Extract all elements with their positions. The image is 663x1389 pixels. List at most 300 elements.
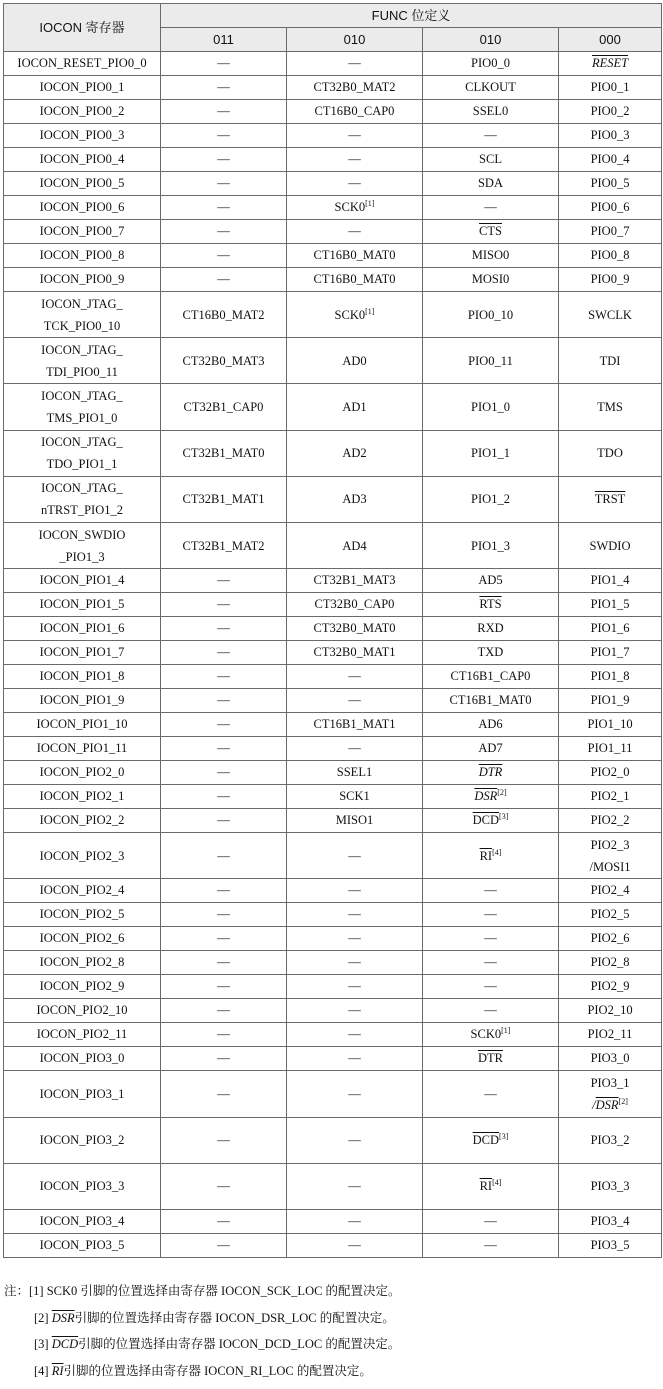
footnote-prefix: [4]: [34, 1363, 52, 1378]
table-row: [4, 809, 662, 833]
func-value-cell: [559, 665, 662, 689]
func-value: $\overline{CTS}$: [479, 224, 502, 238]
func-code-header: 010: [423, 28, 559, 52]
func-value-cell: [161, 617, 287, 641]
register-name-line: nTRST_PIO1_2: [41, 503, 123, 518]
func-value: —: [217, 597, 230, 612]
register-name-line: IOCON_PIO1_10: [36, 717, 128, 732]
func-value: PIO2_1: [590, 789, 630, 804]
func-value: $\overline{RI}$: [479, 848, 493, 863]
func-value-cell: [559, 809, 662, 833]
func-value-cell: [161, 569, 287, 593]
func-value: SWCLK: [588, 307, 632, 322]
func-value-cell: [287, 689, 423, 713]
func-value: —: [348, 1086, 361, 1101]
func-value-cell: [161, 1209, 287, 1233]
func-value: PIO1_1: [471, 446, 510, 461]
register-name-cell: [4, 1209, 161, 1233]
func-value-signal: $\overline{DSR}$: [595, 1097, 619, 1112]
table-row: [4, 1233, 662, 1257]
func-value-cell: [161, 951, 287, 975]
func-value-cell: [423, 833, 559, 879]
func-value: —: [217, 56, 230, 70]
func-value: —: [217, 765, 230, 780]
func-value-cell: [423, 292, 559, 338]
func-value-cell: [161, 1233, 287, 1257]
table-row: [4, 430, 662, 476]
footnote-ref: [4]: [492, 847, 502, 857]
register-name-cell: [4, 809, 161, 833]
func-value: —: [217, 1086, 230, 1101]
func-value-cell: [423, 1117, 559, 1163]
func-value-cell: [287, 879, 423, 903]
func-value: CT16B0_CAP0: [314, 104, 395, 118]
func-value: —: [217, 883, 230, 898]
register-name-line: IOCON_SWDIO: [38, 527, 126, 542]
func-value: —: [348, 56, 361, 70]
func-value-cell: [559, 1047, 662, 1071]
func-value-cell: [423, 975, 559, 999]
table-row: [4, 903, 662, 927]
func-value: —: [217, 1027, 230, 1042]
register-name-line: IOCON_PIO3_1: [39, 1086, 125, 1101]
func-value: —: [348, 1179, 361, 1194]
table-row: [4, 641, 662, 665]
func-value-cell: [161, 1023, 287, 1047]
register-name-line: IOCON_PIO2_0: [39, 765, 125, 780]
table-row: [4, 665, 662, 689]
func-value: SDA: [477, 176, 503, 190]
func-value-cell: [287, 999, 423, 1023]
func-value-cell: [287, 76, 423, 100]
func-value: —: [348, 224, 361, 238]
table-row: [4, 593, 662, 617]
register-name-cell: [4, 833, 161, 879]
table-row: [4, 196, 662, 220]
table-row: [4, 52, 662, 76]
func-value: CT16B1_MAT1: [313, 717, 396, 732]
func-value: CT32B0_MAT3: [182, 353, 265, 368]
func-value: PIO1_2: [471, 492, 510, 507]
func-value: PIO2_0: [590, 765, 630, 780]
func-value: —: [348, 979, 361, 994]
register-name-line: IOCON_PIO1_7: [39, 645, 125, 660]
table-row: [4, 1071, 662, 1117]
iocon-func-table: [3, 3, 662, 1258]
func-value-cell: [423, 430, 559, 476]
table-row: [4, 172, 662, 196]
func-value: CT32B1_MAT0: [182, 446, 265, 461]
func-value: PIO3_2: [590, 1133, 630, 1148]
footnote-prefix: 注：[1] SCK0: [4, 1284, 78, 1298]
func-value-cell: [287, 522, 423, 568]
func-value-cell: [161, 384, 287, 430]
footnote-text: 引脚的位置选择由寄存器 IOCON_RI_LOC 的配置决定。: [63, 1363, 372, 1378]
table-row: [4, 999, 662, 1023]
register-name-line: IOCON_PIO3_2: [39, 1133, 125, 1148]
register-name-cell: [4, 1047, 161, 1071]
func-value-cell: [161, 76, 287, 100]
func-value-cell: [161, 975, 287, 999]
func-value-cell: [423, 52, 559, 76]
func-value: —: [217, 200, 230, 214]
func-value-cell: [559, 833, 662, 879]
func-value: SCK0: [334, 200, 366, 214]
table-row: [4, 761, 662, 785]
func-value: $\overline{DCD}$: [472, 813, 500, 828]
func-value-cell: [423, 665, 559, 689]
register-name-cell: [4, 1163, 161, 1209]
register-name-line: TDI_PIO0_11: [46, 364, 118, 379]
func-value-cell: [161, 879, 287, 903]
func-value-cell: [423, 737, 559, 761]
register-name-cell: [4, 148, 161, 172]
func-value: CT16B1_MAT0: [449, 693, 532, 708]
func-value: —: [348, 1213, 361, 1228]
func-value: PIO0_5: [590, 176, 630, 190]
register-name-line: _PIO1_3: [59, 549, 105, 564]
register-name-line: IOCON_PIO1_11: [36, 741, 128, 756]
func-value: SWDIO: [589, 538, 631, 553]
func-value-cell: [423, 903, 559, 927]
func-value-cell: [423, 1071, 559, 1117]
func-value: PIO2_6: [590, 931, 630, 946]
func-value-cell: [287, 665, 423, 689]
func-value: PIO0_4: [590, 152, 630, 166]
register-name-line: IOCON_RESET_PIO0_0: [17, 56, 147, 70]
register-name-cell: [4, 100, 161, 124]
func-value-cell: [161, 522, 287, 568]
func-value-cell: [559, 148, 662, 172]
func-value: —: [217, 693, 230, 708]
func-value-line: /MOSI1: [589, 859, 631, 874]
func-value: AD2: [342, 446, 367, 461]
register-name-line: IOCON_PIO0_4: [39, 152, 125, 166]
register-name-cell: [4, 268, 161, 292]
func-value: —: [348, 1133, 361, 1148]
func-value: —: [217, 80, 230, 94]
register-name-cell: [4, 569, 161, 593]
func-value-cell: [423, 1209, 559, 1233]
func-value-cell: [559, 999, 662, 1023]
register-name-line: IOCON_PIO2_1: [39, 789, 125, 804]
func-value: RXD: [477, 621, 504, 636]
table-row: [4, 1163, 662, 1209]
func-value: —: [217, 789, 230, 804]
func-value: AD6: [478, 717, 503, 732]
register-name-cell: [4, 52, 161, 76]
func-value: PIO2_11: [587, 1027, 633, 1042]
func-value: —: [348, 128, 361, 142]
func-value: CLKOUT: [465, 80, 516, 94]
register-name-line: IOCON_PIO0_9: [39, 272, 125, 286]
func-value: CT16B0_MAT0: [313, 272, 396, 286]
footnote-ref: [1]: [501, 1026, 511, 1036]
table-row: [4, 268, 662, 292]
register-name-cell: [4, 244, 161, 268]
func-value: PIO0_7: [590, 224, 630, 238]
func-value-cell: [287, 1047, 423, 1071]
func-value: —: [217, 224, 230, 238]
register-name-line: IOCON_PIO0_5: [39, 176, 125, 190]
func-value: —: [217, 669, 230, 684]
register-name-line: IOCON_PIO2_11: [36, 1027, 128, 1042]
func-value: $\overline{DCD}$: [472, 1133, 500, 1148]
func-value: —: [348, 907, 361, 922]
func-value: PIO1_8: [590, 669, 630, 684]
func-value: AD7: [478, 741, 503, 756]
footnote-text: 引脚的位置选择由寄存器 IOCON_DSR_LOC 的配置决定。: [74, 1310, 395, 1325]
footnote-text: 引脚的位置选择由寄存器 IOCON_DCD_LOC 的配置决定。: [78, 1337, 401, 1351]
func-value-cell: [161, 1047, 287, 1071]
func-value: PIO2_4: [590, 883, 630, 898]
func-value-cell: [559, 196, 662, 220]
register-name-cell: [4, 617, 161, 641]
func-value-cell: [559, 761, 662, 785]
func-value: PIO1_3: [471, 538, 510, 553]
func-value: CT16B0_MAT2: [182, 307, 265, 322]
func-value: —: [484, 883, 497, 898]
func-value-cell: [559, 124, 662, 148]
func-value: AD5: [478, 573, 503, 588]
footnote: [4, 1278, 659, 1305]
table-row: [4, 569, 662, 593]
func-value: —: [484, 1086, 497, 1101]
func-value: TDI: [599, 353, 621, 368]
func-value-cell: [559, 617, 662, 641]
func-value: —: [217, 848, 230, 863]
func-value-cell: [287, 244, 423, 268]
func-value: CT32B1_MAT2: [182, 538, 265, 553]
func-value: MISO1: [335, 813, 374, 828]
func-value-cell: [423, 689, 559, 713]
func-value-cell: [559, 927, 662, 951]
func-value: PIO3_4: [590, 1213, 630, 1228]
func-value: SCL: [479, 152, 502, 166]
func-value-cell: [287, 737, 423, 761]
func-value: TMS: [597, 399, 623, 414]
func-value-cell: [287, 220, 423, 244]
register-name-cell: [4, 196, 161, 220]
table-row: [4, 100, 662, 124]
func-value: —: [217, 1237, 230, 1252]
func-value-cell: [559, 737, 662, 761]
func-value-cell: [287, 951, 423, 975]
func-value: MISO0: [471, 248, 510, 262]
func-value-line: PIO2_3: [590, 837, 630, 852]
func-value-cell: [559, 268, 662, 292]
footnote-ref: [1]: [365, 199, 375, 208]
register-name-cell: [4, 476, 161, 522]
func-value-cell: [287, 196, 423, 220]
func-value-cell: [287, 1023, 423, 1047]
func-value: —: [348, 152, 361, 166]
func-value: —: [348, 1051, 361, 1066]
register-name-line: IOCON_PIO1_8: [39, 669, 125, 684]
register-name-cell: [4, 220, 161, 244]
func-value: CT32B0_CAP0: [314, 597, 395, 612]
func-value-cell: [423, 522, 559, 568]
func-value: —: [217, 979, 230, 994]
func-value: AD0: [342, 353, 367, 368]
register-name-line: IOCON_PIO0_3: [39, 128, 125, 142]
register-name-cell: [4, 593, 161, 617]
register-name-cell: [4, 879, 161, 903]
table-row: [4, 927, 662, 951]
func-value-cell: [161, 124, 287, 148]
func-value-cell: [161, 476, 287, 522]
func-value: AD1: [342, 399, 367, 414]
func-value: PIO2_9: [590, 979, 630, 994]
func-value-cell: [287, 569, 423, 593]
func-value-cell: [423, 244, 559, 268]
register-name-line: IOCON_PIO2_6: [39, 931, 125, 946]
table-row: [4, 785, 662, 809]
func-value: —: [217, 152, 230, 166]
footnote-signal: $\overline{RI}$: [51, 1363, 64, 1378]
footnote-ref: [3]: [499, 1132, 509, 1142]
func-value-cell: [161, 100, 287, 124]
register-name-line: IOCON_JTAG_: [41, 388, 123, 403]
func-value-cell: [559, 975, 662, 999]
footnote-signal: $\overline{DCD}$: [51, 1337, 79, 1351]
func-value-cell: [559, 951, 662, 975]
func-value: PIO3_3: [590, 1179, 630, 1194]
func-value-cell: [287, 1209, 423, 1233]
register-name-line: IOCON_JTAG_: [41, 296, 123, 311]
func-value-cell: [161, 1163, 287, 1209]
table-row: [4, 879, 662, 903]
func-value-cell: [423, 76, 559, 100]
register-name-line: IOCON_PIO2_8: [39, 955, 125, 970]
table-row: [4, 338, 662, 384]
func-value: PIO0_1: [590, 80, 630, 94]
func-value: CT32B1_MAT3: [313, 573, 396, 588]
table-row: [4, 617, 662, 641]
func-value-cell: [287, 617, 423, 641]
func-value-cell: [161, 927, 287, 951]
func-value-cell: [559, 641, 662, 665]
func-value: $\overline{DSR}$: [474, 789, 498, 804]
table-row: [4, 220, 662, 244]
func-value-cell: [161, 785, 287, 809]
func-value-cell: [161, 1117, 287, 1163]
table-row: [4, 951, 662, 975]
footnote: [4, 1331, 659, 1358]
func-value: SCK0: [334, 307, 366, 322]
register-name-line: IOCON_PIO0_1: [39, 80, 125, 94]
func-value-cell: [559, 244, 662, 268]
func-value-cell: [559, 569, 662, 593]
func-value: PIO1_5: [590, 597, 630, 612]
func-value: CT32B1_MAT1: [182, 492, 265, 507]
register-name-line: TCK_PIO0_10: [43, 318, 121, 333]
footnotes: [4, 1278, 659, 1384]
func-value-cell: [161, 220, 287, 244]
func-value-cell: [287, 761, 423, 785]
func-value-cell: [423, 100, 559, 124]
register-name-cell: [4, 1233, 161, 1257]
func-value-cell: [161, 903, 287, 927]
func-value: $\overline{DTR}$: [478, 765, 503, 780]
func-value-cell: [287, 100, 423, 124]
register-name-cell: [4, 737, 161, 761]
register-name-cell: [4, 903, 161, 927]
func-value: —: [484, 200, 497, 214]
func-value-cell: [559, 1163, 662, 1209]
func-value-cell: [287, 172, 423, 196]
register-name-cell: [4, 338, 161, 384]
func-value-cell: [423, 1163, 559, 1209]
func-value: —: [217, 1133, 230, 1148]
func-value: —: [348, 883, 361, 898]
func-value-cell: [559, 785, 662, 809]
func-value: —: [217, 741, 230, 756]
register-name-cell: [4, 76, 161, 100]
func-value-cell: [161, 713, 287, 737]
register-name-line: IOCON_PIO2_2: [39, 813, 125, 828]
register-name-cell: [4, 785, 161, 809]
register-name-cell: [4, 665, 161, 689]
func-value: PIO1_6: [590, 621, 630, 636]
func-value-cell: [559, 713, 662, 737]
func-value: —: [217, 955, 230, 970]
register-name-cell: [4, 172, 161, 196]
func-value: PIO1_9: [590, 693, 630, 708]
register-name-line: IOCON_PIO0_6: [39, 200, 125, 214]
func-value: —: [217, 621, 230, 636]
func-code-header: 000: [559, 28, 662, 52]
func-value-cell: [559, 338, 662, 384]
func-value-cell: [287, 713, 423, 737]
func-value-cell: [287, 1233, 423, 1257]
func-value-cell: [287, 1117, 423, 1163]
func-value-cell: [423, 809, 559, 833]
func-value: —: [484, 1003, 497, 1018]
register-name-cell: [4, 927, 161, 951]
register-name-cell: [4, 761, 161, 785]
register-name-cell: [4, 430, 161, 476]
func-value-cell: [161, 268, 287, 292]
func-value-cell: [287, 430, 423, 476]
func-value: PIO0_3: [590, 128, 630, 142]
func-value: —: [217, 272, 230, 286]
func-value: RESET: [591, 56, 629, 70]
func-value-cell: [287, 975, 423, 999]
footnote-ref: [1]: [365, 306, 375, 316]
func-value: CT32B0_MAT1: [313, 645, 396, 660]
func-value-cell: [161, 1071, 287, 1117]
register-column-header: IOCON 寄存器: [4, 4, 161, 52]
func-value-cell: [287, 593, 423, 617]
func-value: —: [217, 907, 230, 922]
register-name-line: IOCON_PIO3_4: [39, 1213, 125, 1228]
register-name-cell: [4, 292, 161, 338]
footnote-prefix: [3]: [34, 1337, 52, 1351]
func-value: PIO2_10: [587, 1003, 633, 1018]
func-value-cell: [423, 713, 559, 737]
func-code-header: 010: [287, 28, 423, 52]
register-name-line: IOCON_PIO1_6: [39, 621, 125, 636]
func-value-cell: [559, 430, 662, 476]
func-value-cell: [423, 785, 559, 809]
func-value-cell: [559, 1023, 662, 1047]
func-value: PIO3_0: [590, 1051, 630, 1066]
func-value: TRST: [594, 492, 626, 507]
func-value-cell: [287, 809, 423, 833]
register-name-cell: [4, 713, 161, 737]
table-row: [4, 1209, 662, 1233]
